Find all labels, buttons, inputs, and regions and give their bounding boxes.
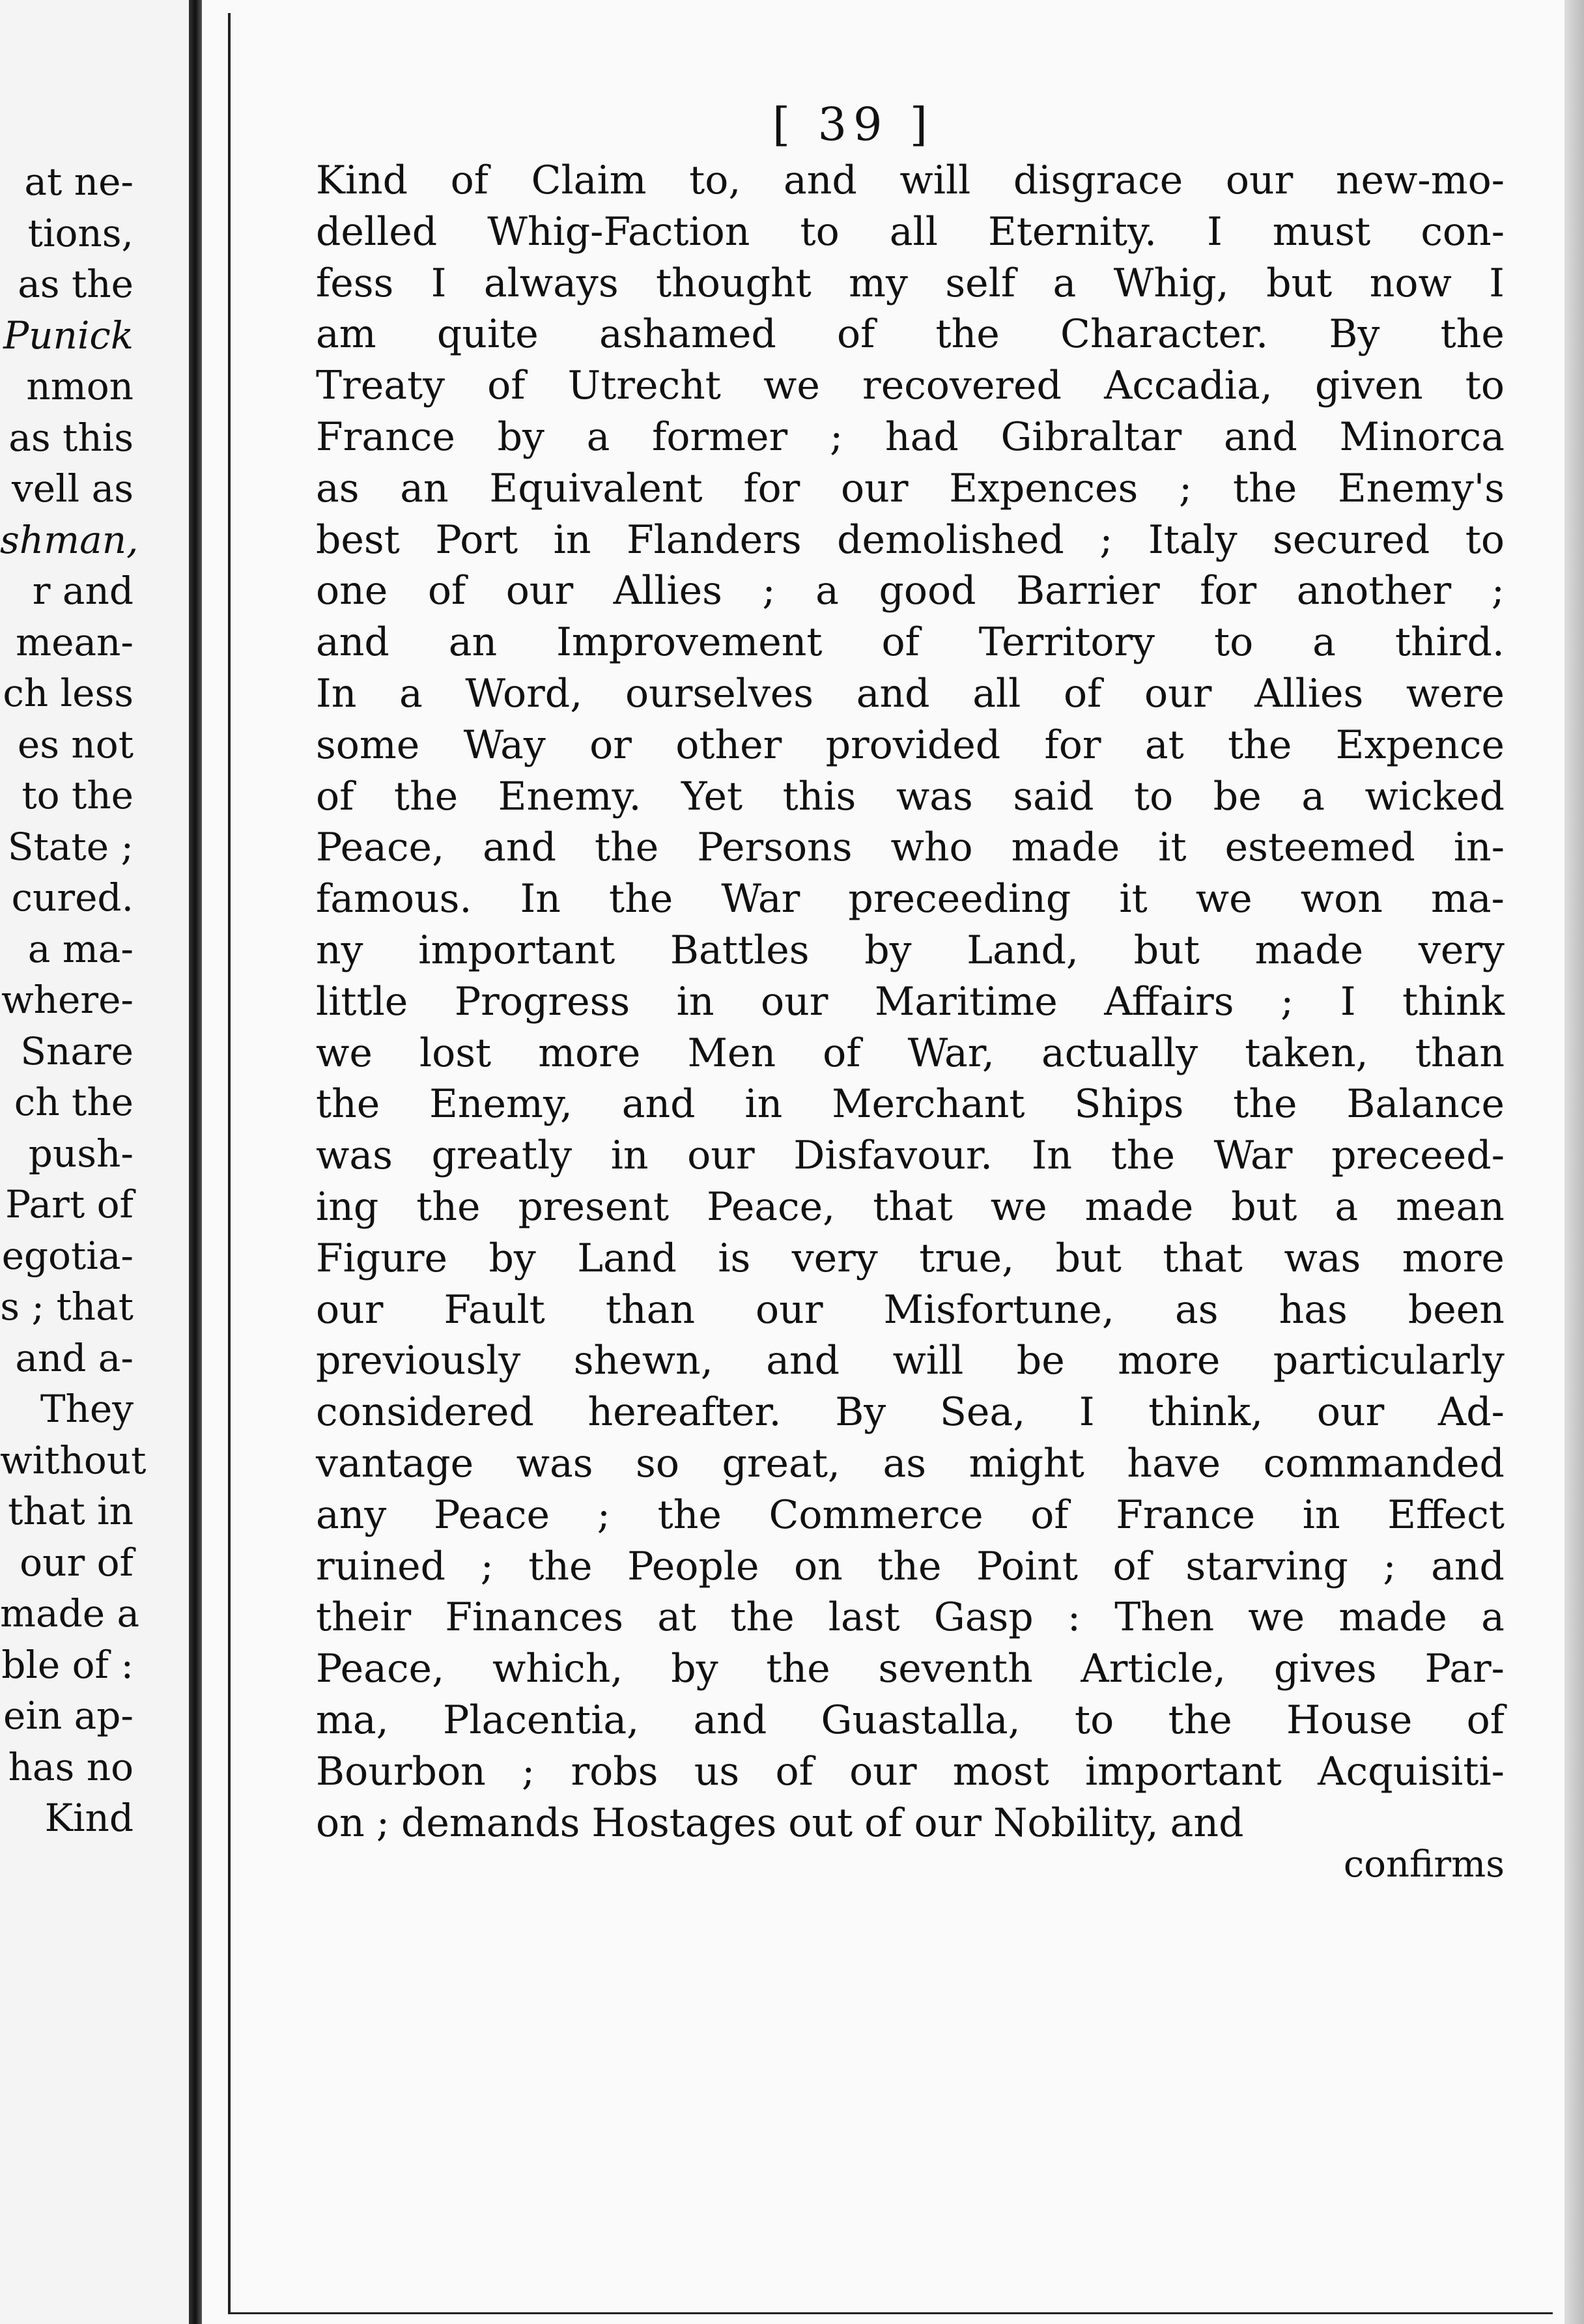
left-line: shman, xyxy=(0,517,139,562)
text-line: ruined ; the People on the Point of starving ; and xyxy=(316,1543,1505,1589)
left-line: at ne- xyxy=(24,160,134,204)
page-edge xyxy=(1564,0,1584,2324)
left-line: State ; xyxy=(7,824,134,869)
text-line: In a Word, ourselves and all of our Allies were xyxy=(316,670,1505,716)
left-line: without xyxy=(0,1438,147,1482)
left-line: tions, xyxy=(27,210,134,255)
text-line: our Fault than our Misfortune, as has been xyxy=(316,1286,1505,1333)
text-line: ing the present Peace, that we made but a mean xyxy=(316,1183,1505,1230)
text-line: their Finances at the last Gasp : Then we made a xyxy=(316,1594,1505,1641)
left-line: r and xyxy=(32,569,134,613)
left-line: push- xyxy=(28,1131,134,1176)
text-line: fess I always thought my self a Whig, but now I xyxy=(316,260,1505,306)
text-line: famous. In the War preceeding it we won ma- xyxy=(316,876,1505,922)
catchword: confirms xyxy=(1343,1843,1505,1886)
text-line: the Enemy, and in Merchant Ships the Balance xyxy=(316,1081,1505,1127)
left-line: ble of : xyxy=(1,1642,134,1687)
left-line: Part of xyxy=(5,1182,134,1226)
left-line: a ma- xyxy=(27,926,134,971)
text-line: ny important Battles by Land, but made very xyxy=(316,927,1505,973)
text-line: am quite ashamed of the Character. By the xyxy=(316,311,1505,358)
left-line: Punick xyxy=(3,313,134,358)
text-line: Kind of Claim to, and will disgrace our new-mo- xyxy=(316,158,1505,203)
left-line: Snare xyxy=(20,1028,134,1073)
text-line: Bourbon ; robs us of our most important Acquisiti- xyxy=(316,1748,1505,1794)
right-page xyxy=(202,0,1584,2324)
left-line: nmon xyxy=(26,364,134,408)
left-line: made a xyxy=(0,1591,140,1636)
text-line: of the Enemy. Yet this was said to be a wicked xyxy=(316,773,1505,819)
left-line: that in xyxy=(8,1489,134,1533)
left-line: where- xyxy=(1,978,134,1022)
text-line: Peace, and the Persons who made it esteemed in- xyxy=(316,825,1505,871)
left-line: egotia- xyxy=(1,1233,134,1278)
text-line: France by a former ; had Gibraltar and Minorca xyxy=(316,414,1505,460)
left-line: ch less xyxy=(3,671,134,715)
left-line: vell as xyxy=(12,466,134,511)
left-line: and a- xyxy=(15,1335,134,1380)
text-line: best Port in Flanders demolished ; Italy secured to xyxy=(316,517,1505,563)
left-line: has no xyxy=(8,1744,134,1789)
left-line: ein ap- xyxy=(3,1693,134,1738)
text-line: Figure by Land is very true, but that was more xyxy=(316,1235,1505,1281)
text-line: considered hereafter. By Sea, I think, our Ad- xyxy=(316,1389,1505,1436)
left-line: mean- xyxy=(16,619,134,664)
text-line: on ; demands Hostages out of our Nobility, and xyxy=(316,1800,1244,1846)
left-line: as this xyxy=(8,415,134,460)
left-line: cured. xyxy=(11,875,134,920)
left-line: s ; that xyxy=(0,1284,134,1329)
text-line: Peace, which, by the seventh Article, gives Par- xyxy=(316,1646,1505,1692)
left-page-text xyxy=(0,156,147,1844)
text-line: some Way or other provided for at the Expence xyxy=(316,722,1505,768)
left-line: our of xyxy=(20,1540,134,1585)
text-line: ma, Placentia, and Guastalla, to the House of xyxy=(316,1697,1505,1743)
page-number: [ 39 ] xyxy=(772,98,935,151)
left-page xyxy=(0,0,189,2324)
left-line: as the xyxy=(18,262,134,306)
body-text xyxy=(316,155,1505,1849)
left-line: to the xyxy=(21,773,134,817)
left-line: They xyxy=(40,1387,134,1431)
text-line: any Peace ; the Commerce of France in Effect xyxy=(316,1492,1505,1538)
text-line: little Progress in our Maritime Affairs ; I think xyxy=(316,978,1505,1025)
text-line: as an Equivalent for our Expences ; the Enemy's xyxy=(316,465,1505,511)
text-line: delled Whig-Faction to all Eternity. I must con- xyxy=(316,208,1505,255)
text-line: previously shewn, and will be more particularly xyxy=(316,1338,1505,1384)
left-line: es not xyxy=(17,722,134,767)
book-gutter xyxy=(189,0,202,2324)
text-line: and an Improvement of Territory to a third. xyxy=(316,619,1505,666)
text-line: Treaty of Utrecht we recovered Accadia, given to xyxy=(316,363,1505,409)
text-line: one of our Allies ; a good Barrier for another ; xyxy=(316,568,1505,614)
text-line: was greatly in our Disfavour. In the War preceed- xyxy=(316,1133,1505,1179)
text-line: we lost more Men of War, actually taken, than xyxy=(316,1030,1505,1076)
text-line: vantage was so great, as might have commanded xyxy=(316,1440,1505,1486)
left-line: ch the xyxy=(14,1080,134,1124)
left-line: Kind xyxy=(44,1796,134,1840)
